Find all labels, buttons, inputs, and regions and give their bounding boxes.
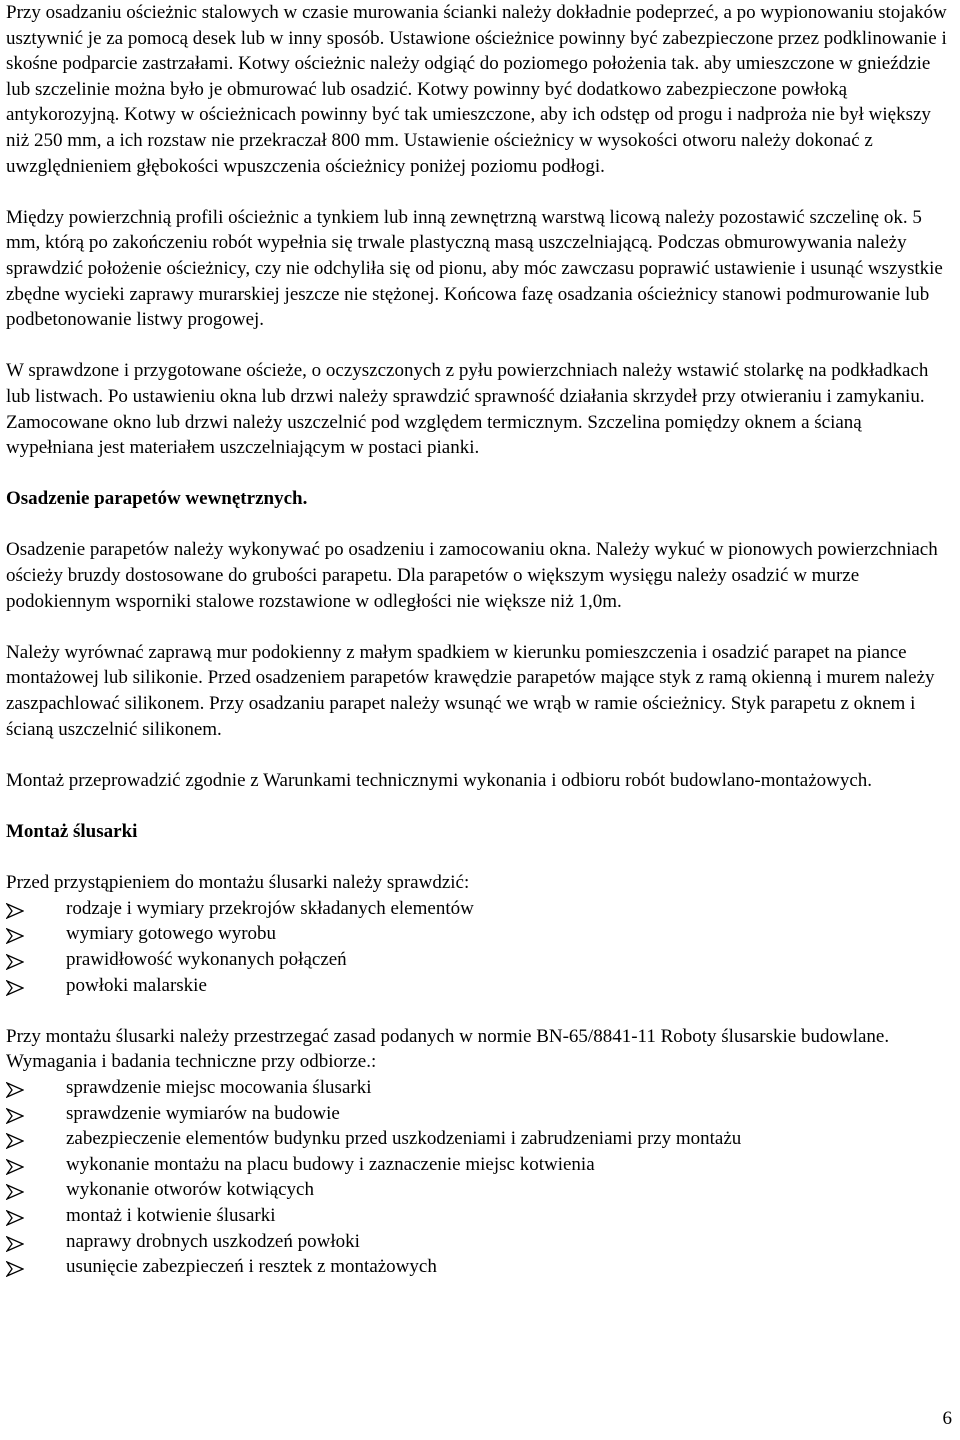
list-item-text: wymiary gotowego wyrobu bbox=[66, 923, 277, 945]
list-item-text: wykonanie otworów kotwiących bbox=[66, 1179, 314, 1201]
heading-metalwork-installation: Montaż ślusarki bbox=[6, 821, 138, 842]
arrowhead-bullet-icon bbox=[6, 1208, 24, 1224]
arrowhead-bullet-icon bbox=[6, 1259, 24, 1275]
paragraph-frame-installation: Przy osadzaniu ościeżnic stalowych w czasie murowania ścianki należy dokładnie podeprzeć, a po wypionowaniu stojaków usztywnić je za pomocą desek lub w inny sposób. Ustawione ościeżnice powinny być zabezpieczone przez podklinowanie i skośne podparcie zastrzałami. Kotwy ościeżnic należy odgiąć do poziomego położenia tak. aby umieszczone w gnieździe lub szczelinie można było je obmurować lub osadzić. Kotwy powinny być dodatkowo zabezpieczone powłoką antykorozyjną. Kotwy w ościeżnicach powinny być tak umieszczone, aby ich odstęp od progu i nadproża nie był większy niż 250 mm, a ich rozstaw nie przekraczał 800 mm. Ustawienie ościeżnicy w wysokości otworu należy dokonać z uwzględnieniem głębokości wpuszczenia ościeżnicy poniżej poziomu podłogi. bbox=[6, 2, 947, 177]
arrowhead-bullet-icon bbox=[6, 1234, 24, 1250]
list-item bbox=[6, 1152, 954, 1178]
list-item-text: zabezpieczenie elementów budynku przed uszkodzeniami i zabrudzeniami przy montażu bbox=[66, 1128, 742, 1150]
arrowhead-bullet-icon bbox=[6, 1106, 24, 1122]
list-item-text: rodzaje i wymiary przekrojów składanych elementów bbox=[66, 897, 474, 919]
list-item bbox=[6, 896, 954, 922]
list-item bbox=[6, 1177, 954, 1203]
paragraph-frame-gap: Między powierzchnią profili ościeżnic a tynkiem lub inną zewnętrzną warstwą licową należy pozostawić szczelinę ok. 5 mm, którą po zakończeniu robót wypełnia się trwale plastyczną masą uszczelniającą. Podczas obmurowywania należy sprawdzić położenie ościeżnicy, czy nie odchyliła się od pionu, aby móc zawczasu poprawić ustawienie i usunąć wszystkie zbędne wycieki zaprawy murarskiej jeszcze nie stężonej. Końcowa fazę osadzania ościeżnicy stanowi podmurowanie lub podbetonowanie listwy progowej. bbox=[6, 206, 943, 331]
list-item-text: montaż i kotwienie ślusarki bbox=[66, 1204, 276, 1226]
paragraph-sill-installation: Osadzenie parapetów należy wykonywać po osadzeniu i zamocowaniu okna. Należy wykuć w pionowych powierzchniach ościeży bruzdy dostosowane do grubości parapetu. Dla parapetów o większym wysięgu należy osadzić w murze podokiennym wsporniki stalowe rozstawione w odległości nie większe niż 1,0m. bbox=[6, 539, 938, 612]
arrowhead-bullet-icon bbox=[6, 901, 24, 917]
arrowhead-bullet-icon bbox=[6, 978, 24, 994]
list-item bbox=[6, 1203, 954, 1229]
list-item-text: usunięcie zabezpieczeń i resztek z montażowych bbox=[66, 1256, 437, 1278]
arrowhead-bullet-icon bbox=[6, 1182, 24, 1198]
paragraph-installation-conditions: Montaż przeprowadzić zgodnie z Warunkami technicznymi wykonania i odbioru robót budowlano-montażowych. bbox=[6, 769, 873, 791]
list-item-text: prawidłowość wykonanych połączeń bbox=[66, 948, 347, 970]
list-item bbox=[6, 1075, 954, 1101]
paragraph-metalwork-standard: Przy montażu ślusarki należy przestrzegać zasad podanych w normie BN-65/8841-11 Roboty ślusarskie budowlane. Wymagania i badania techniczne przy odbiorze.: bbox=[6, 1025, 890, 1073]
document-page bbox=[6, 0, 954, 1280]
arrowhead-bullet-icon bbox=[6, 1131, 24, 1147]
metalwork-check-list bbox=[6, 896, 954, 998]
metalwork-acceptance-list bbox=[6, 1075, 954, 1280]
list-item-text: powłoki malarskie bbox=[66, 974, 207, 996]
list-item bbox=[6, 1126, 954, 1152]
arrowhead-bullet-icon bbox=[6, 952, 24, 968]
list-item-text: wykonanie montażu na placu budowy i zaznaczenie miejsc kotwienia bbox=[66, 1153, 595, 1175]
arrowhead-bullet-icon bbox=[6, 1080, 24, 1096]
list-item bbox=[6, 1101, 954, 1127]
paragraph-metalwork-check: Przed przystąpieniem do montażu ślusarki należy sprawdzić: bbox=[6, 872, 470, 894]
paragraph-window-fitting: W sprawdzone i przygotowane ościeże, o oczyszczonych z pyłu powierzchniach należy wstawić stolarkę na podkładkach lub listwach. Po ustawieniu okna lub drzwi należy sprawdzić sprawność działania skrzydeł przy otwieraniu i zamykaniu. Zamocowane okno lub drzwi należy uszczelnić pod względem termicznym. Szczelina pomiędzy oknem a ścianą wypełniana jest materiałem uszczelniającym w postaci pianki. bbox=[6, 360, 929, 459]
list-item bbox=[6, 1254, 954, 1280]
arrowhead-bullet-icon bbox=[6, 926, 24, 942]
page-number: 6 bbox=[942, 1408, 952, 1429]
list-item bbox=[6, 1229, 954, 1255]
list-item-text: sprawdzenie wymiarów na budowie bbox=[66, 1102, 340, 1124]
list-item-text: naprawy drobnych uszkodzeń powłoki bbox=[66, 1230, 360, 1252]
list-item bbox=[6, 973, 954, 999]
arrowhead-bullet-icon bbox=[6, 1157, 24, 1173]
list-item bbox=[6, 921, 954, 947]
list-item-text: sprawdzenie miejsc mocowania ślusarki bbox=[66, 1076, 372, 1098]
list-item bbox=[6, 947, 954, 973]
paragraph-sill-leveling: Należy wyrównać zaprawą mur podokienny z małym spadkiem w kierunku pomieszczenia i osadzić parapet na piance montażowej lub silikonie. Przed osadzeniem parapetów krawędzie parapetów mające styk z ramą okienną i murem należy zaszpachlować silikonem. Przy osadzaniu parapet należy wsunąć we wrąb w ramie ościeżnicy. Styk parapetu z oknem i ścianą uszczelnić silikonem. bbox=[6, 641, 935, 740]
heading-inner-sills: Osadzenie parapetów wewnętrznych. bbox=[6, 488, 308, 510]
